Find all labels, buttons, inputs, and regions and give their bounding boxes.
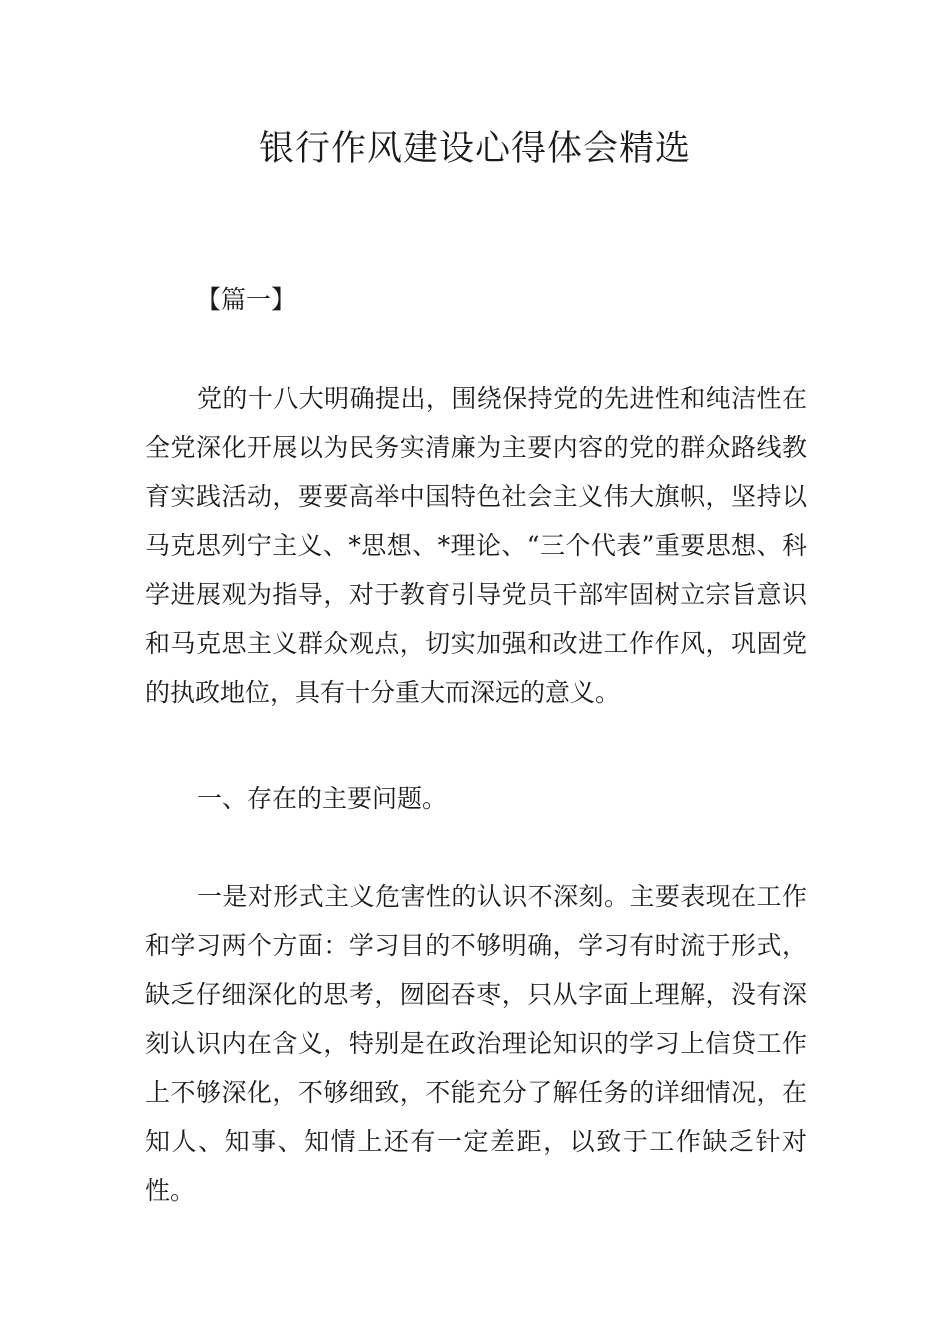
section-heading: 一、存在的主要问题。	[197, 784, 448, 813]
body-paragraph: 党的十八大明确提出，围绕保持党的先进性和纯洁性在全党深化开展以为民务实清廉为主要内容的党的群众路线教育实践活动，要要高举中国特色社会主义伟大旗帜，坚持以马克思列宁主义、*思想、*理论、“三个代表”重要思想、科学进展观为指导，对于教育引导党员干部牢固树立宗旨意识和马克思主义群众观点，切实加强和改进工作作风，巩固党的执政地位，具有十分重大而深远的意义。	[145, 384, 807, 707]
body-paragraph: 一是对形式主义危害性的认识不深刻。主要表现在工作和学习两个方面：学习目的不够明确，学习有时流于形式，缺乏仔细深化的思考，囫囵吞枣，只从字面上理解，没有深刻认识内在含义，特别是在政治理论知识的学习上信贷工作上不够深化，不够细致，不能充分了解任务的详细情况，在知人、知事、知情上还有一定差距，以致于工作缺乏针对性。	[145, 882, 807, 1205]
document-title: 银行作风建设心得体会精选	[258, 129, 691, 169]
part-label: 【篇一】	[196, 285, 297, 314]
